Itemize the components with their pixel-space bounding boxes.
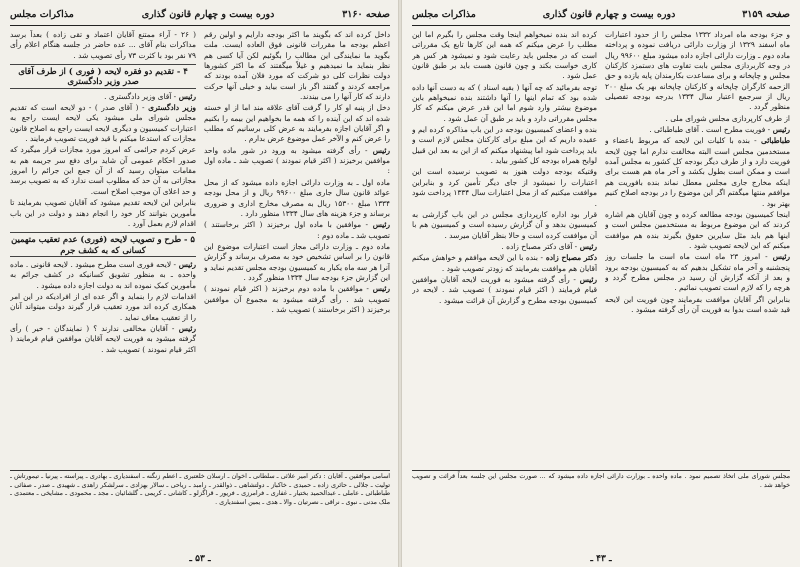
paragraph [412,125,597,166]
left-page-right-column [204,30,390,466]
paragraph [10,260,196,291]
footnote: اسامی موافقین ـ آقایان : دکتر امیر علائی ـ سلطانی ـ اخوان ـ ارسلان خلعتبری ـ اعظم زنگنه ـ اسفندیاری ـ بهادری ـ پیراسته ـ پیرنیا ـ تیمورتاش ـ تولیت ـ جلالی ـ حائری زاده ـ حمیدی ـ خاکباز ـ دولتشاهی ـ ذوالقدر ـ رامبد ـ ریاحی ـ سالار بهزادی ـ سرلشکر زاهدی ـ شهیدی ـ صدر ـ صفائی ـ طباطبائی ـ عاملی ـ عبدالحمید بختیار ـ غفاری ـ فرامرزی ـ فریور ـ قراگزلو ـ کاشانی ـ کریمی ـ گلشائیان ـ مجد ـ محمودی ـ مشایخی ـ معتمدی ـ ملک مدنی ـ نبوی ـ نراقی ـ نصرتیان ـ والا ـ هدی ـ یمین اسفندیاری . [10,473,390,506]
left-page-title: دوره بیست و چهارم قانون گذاری [141,8,275,20]
paragraph [605,114,790,124]
right-page-footnotes [412,470,790,555]
speaker-name: رئیس [767,252,790,262]
paragraph [204,146,390,177]
paragraph [10,292,196,323]
paragraph [10,145,196,197]
section-heading: ۵ - طرح و تصویب لایحه (فوری) عدم تعقیب متهمین کسانی که به کشف جرم [10,232,196,257]
right-page [400,0,800,567]
paragraph-text: - آقای دکتر مصباح زاده . [501,241,578,251]
right-page-section: مذاکرات مجلس [412,8,476,20]
left-page-label: صفحه ۳۱۶۰ [342,8,390,20]
paragraph-text: - لایحه فوری است مطرح میشود . لایحه قانونی . ماده واحده ـ به منظور تشویق کسانیکه در کشف جرائم به مأمورین کمک نموده اند به دولت اجازه داده میشود . [10,259,196,290]
paragraph-text: وقتیکه بودجه دولت هنوز به تصویب نرسیده است این اعتبارات را نمیشود از جای دیگر تأمین کرد و بنابراین موافقت میکنیم که از محل اعتبارات سال ۱۳۳۴ پرداخت شود . [412,167,597,208]
paragraph-text: اقدامات لازم را بنماید و اگر عده ای از افرادیکه در این امر همکاری کرده اند مورد تعقیب قرار گیرند دولت میتواند آنان را از تعقیب معاف نماید . [10,291,196,322]
paragraph-text: از طرف کارپردازی مجلس شورای ملی . [665,113,790,123]
speaker-name: رئیس [368,220,390,230]
paragraph-text: اینجا کمیسیون بودجه مطالعه کرده و چون آقایان هم اشاره کردند که این موضوع مربوط به مستخدمین مجلس است و اینها هم باید مثل سایرین حقوق بگیرند بنده هم موافقت میکنم که این لایحه تصویب شود . [605,209,790,250]
left-page-header [10,6,390,26]
speaker-name: رئیس [770,125,790,135]
paragraph-text: - ( آقای صدر ) - دو لایحه است که تقدیم مجلس شورای ملی میشود یکی لایحه ایست راجع به اعتبارات کمیسیون و دیگری لایحه ایست راجع به اصلاح قانون مجازات که استدعا میکنم با قید فوریت تصویب فرمایند . [10,103,196,144]
left-page-left-column [10,30,196,466]
paragraph [10,103,196,144]
speaker-name: وزیر دادگستری [144,103,196,113]
paragraph [10,324,196,355]
paragraph-text: بنده و اعضای کمیسیون بودجه در این باب مذاکره کرده ایم و عقیده داریم که این مبلغ برای کارکنان مجلس لازم است و باید پرداخت شود اما پیشنهاد میکنم که از این به بعد این قبیل لوایح همراه بودجه کل کشور بیاید . [412,125,597,166]
paragraph-text: و جزء بودجه ماه امرداد ۱۳۳۲ مجلس را از حدود اعتبارات ماه اسفند ۱۳۲۹ از وزارت دارائی دریافت نموده و پرداخته ماده دوم ـ وزارت دارائی اجازه داده میشود مبلغ ۹۹۶۰۰ ریال در وجه کاربردازی مجلس بابت تفاوت های دستمزد کارکنان مجلس و چاپخانه و برای مساعدت بکارمندان پایه یازده و حق الزحمه کارگران چاپخانه و کارکنان چاپخانه بهر یک مبلغ ۲۰۰ ریال از سرجمع اعتبار سال ۱۳۳۴ بدرجه بودجه تفصیلی منظور گردد . [605,30,790,112]
paragraph-text: بنابراین این لایحه تقدیم میشود که آقایان تصویب بفرمایند تا مأمورین بتوانند کار خود را انجام دهند و دولت در این باب اقدام لازم بعمل آورد . [10,198,196,228]
paragraph-text: - فوریت مطرح است . آقای طباطبائی . [649,125,771,135]
paragraph [204,220,390,241]
speaker-name: رئیس [575,274,597,284]
paragraph [412,83,597,124]
right-page-columns [412,30,790,466]
paragraph [10,92,196,102]
paragraph-text: ( ۲۶ - آراء ممتنع آقایان اعتماد و تقی زاده ) بعداً برسد مداکرات بنام آقای ... عده حاضر در جلسه هنگام اعلام رأی ۷۹ نفر بود با کثرت ۷۳ رأی تصویب شد . [10,30,196,60]
paragraph [10,30,196,61]
paragraph [204,30,390,102]
section-heading: ۴ - تقدیم دو فقره لایحه ( فوری ) از طرف آقای صدر وزیر دادگستری [10,64,196,89]
right-page-label: صفحه ۳۱۵۹ [742,8,790,20]
paragraph [412,275,597,306]
paragraph-text: کرده اند بنده نمیخواهم اینجا وقت مجلس را بگیرم اما این مطلب را عرض میکنم که همه این کارها تابع یک مقرراتی است که در مجلس باید رعایت شود و نمیشود هر کس هر کاری خواست بکند و چون قانون هست باید بر طبق قانون عمل شود . [412,30,597,81]
footnote: مجلس شورای ملی اتخاذ تصمیم نمود . ماده واحده ـ بوزارت دارائی اجازه داده میشود که ... صورت مجلس این جلسه بعداً قرائت و تصویب خواهد شد . [412,473,790,489]
paragraph [10,198,196,229]
paragraph-text: عرض کردم جرائمی که امروز مورد مجازات قرار میگیرد که صدور احکام عمومی آن شاید برای دفع سر جریمه هم به مقامات میتوان رسید که از آن جمع این جرائم را امروز مجازاتی به آن حد که مطلوب است ندارد که به تصویب برسد و حد اعلای آن موجب اصلاح است. [10,145,196,196]
speaker-name: دکتر مصباح زاده [543,253,597,263]
paragraph-text: - امروز ۲۳ ماه است ماه است ما جلسات روز پنجشنبه و آخر ماه تشکیل بدهیم که به کمیسیون بودجه برود و بعد از آنکه گزارش آن رسید در مجلس مطرح گردد و هرچه را که لازم است تصویب نمائیم . [605,252,790,293]
right-page-left-column [412,30,597,466]
paragraph [605,295,790,316]
speaker-name: رئیس [174,323,196,333]
paragraph-text: - موافقین با ماده اول برخیزند ( اکثر برخاستند ) تصویب شد ـ ماده دوم : [204,220,390,240]
paragraph-text: - رأی گرفته میشود به ورود در شور ماده واحد موافقین برخیزند ( اکثر قیام نمودند ) تصویب شد ـ ماده اول : [204,145,390,176]
paragraph-text: داخل کرده‌ اند که بگویند ما اکثر بودجه دارایم و اولین رقم اعظم بودجه ما مقررات قانونی فوق العاده ایست. ملت بگوید ما نمایندگی این مطالب را بگوئیم لکن آیا کسی هم نظر بنماید ما نمیدهیم و غیلاً میگفتند که ما اکثر کشورها دولت نظرات کلی دو شرکت که مورد فلان آمده بودند که مراجعه کردند و گفتند اگر باز است بیاید و خیلی آنها حرکت دارند که کار آنها را می بیندند. [204,30,390,102]
paragraph [605,210,790,251]
paragraph-text: - بنده با این لایحه موافقم و خواهش میکنم آقایان هم موافقت بفرمایند که زودتر تصویب شود . [412,253,597,273]
paragraph-text: قرار بود اداره کارپردازی مجلس در این باب گزارشی به کمیسیون بدهد و آن گزارش رسیده است و کمیسیون هم با آن موافقت کرده است و حالا بنظر آقایان میرسد . [412,209,597,240]
speaker-name: طباطبائی [756,136,790,146]
right-page-number: ـ ۴۳ ـ [590,554,612,564]
paragraph [412,167,597,208]
paragraph [412,242,597,252]
speaker-name: رئیس [577,241,597,251]
paragraph [204,178,390,219]
speaker-name: رئیس [367,145,390,155]
paragraph [204,242,390,283]
left-page-columns [10,30,390,466]
paragraph-text: توجه بفرمائید که چه آنها ( بقیه اسناد ) که به دست آنها داده شده بود که تمام اینها را آنها داشتند بنده نمیخواهم باین موضوع بیشتر وارد شوم اما این قدر عرض میکنم که کار مجلس مقرراتی دارد و باید بر طبق آن عمل شود . [412,82,597,123]
paragraph-text: - بنده با کلیات این لایحه که مربوط باعضاء و مستخدمین مجلس است البته مخالفت ندارم اما چون لایحه فوریت دارد و از طرف دیگر بودجه کل کشور به مجلس آمده است و ممکن است بطول بکشد و آخر ماه هم هست برای اینکه مخارج جاری مجلس معطل نماند بنده بافوریت هم موافقم منتها میگفتم اگر این موضوع را در بودجه اصلاح کنیم بهتر بود . [605,136,790,208]
paragraph-text: ماده اول ـ به وزارت دارائی اجازه داده میشود که از محل عوائد قانون سال جاری مبلغ ۹۹۶۰۰ ریال و از محل بودجه ۱۳۳۴ مبلغ ۱۵۳۰۰ ریال به مصرف مخارج اداری و ضروری برساند و جزء هزینه های سال ۱۳۳۴ منظور دارد . [204,177,390,218]
speaker-name: رئیس [176,91,196,101]
speaker-name: رئیس [368,284,390,294]
paragraph-text: ماده دوم ـ وزارت دارائی مجاز است اعتبارات موضوع این قانون را بر اساس تشخیص خود به مصرف برساند و گزارش آنرا هر سه ماه یکبار به کمیسیون بودجه مجلس تقدیم نماید و این گزارش جزء بودجه سال ۱۳۳۴ منظور گردد . [204,241,390,282]
paragraph [204,284,390,315]
paragraph-text: دخل از پنبه او کار را گرفت آقای علاقه مند اما از او خسته شده اند که این آینده را که همه ما بخواهیم این بیمه را بکنیم و اگر آقایان اجازه بفرمایند به عرض کلی برسانیم که مطلب را عرض کنم و الآخر عمل موضوع عرض بدارم . [204,103,390,144]
paragraph [412,210,597,241]
right-page-header [412,6,790,26]
left-page-footnotes [10,470,390,555]
page-gutter [398,0,402,567]
paragraph-text: - آقای وزیر دادگستری . [104,91,177,101]
right-page-title: دوره بیست و چهارم قانون گذاری [542,8,676,20]
paragraph [204,103,390,144]
right-page-right-column [605,30,790,466]
paragraph [412,30,597,82]
paragraph-text: بنابراین اگر آقایان موافقت بفرمایند چون فوریت این لایحه قید شده است بدوا به فوریت آن رأی گرفته میشود . [605,294,790,314]
paragraph [605,125,790,135]
left-page-section: مذاکرات مجلس [10,8,74,20]
paragraph [605,136,790,208]
speaker-name: رئیس [176,259,196,269]
paragraph [412,253,597,274]
paragraph [605,30,790,113]
left-page-number: ـ ۵۳ ـ [189,554,211,564]
paragraph [605,252,790,293]
paragraph-text: - موافقین با ماده دوم برخیزند ( اکثر قیام نمودند ) تصویب شد . رأی گرفته میشود به مجموع آن موافقین برخیزند ( اکثر برخاستند ) تصویب شد . [204,284,390,314]
paragraph-text: - آقایان مخالفی ندارند ؟ ( نمایندگان - خیر ) رأی گرفته میشود به فوریت لایحه آقایان موافقین قیام فرمایند ( اکثر قیام نمودند ) تصویب شد . [10,323,196,354]
paragraph-text: - رأی گرفته میشود به فوریت لایحه آقایان موافقین قیام فرمایند ( اکثر قیام نمودند ) تصویب شد . لایحه در کمیسیون بودجه مطرح و گزارش آن قرائت میشود . [412,274,597,305]
